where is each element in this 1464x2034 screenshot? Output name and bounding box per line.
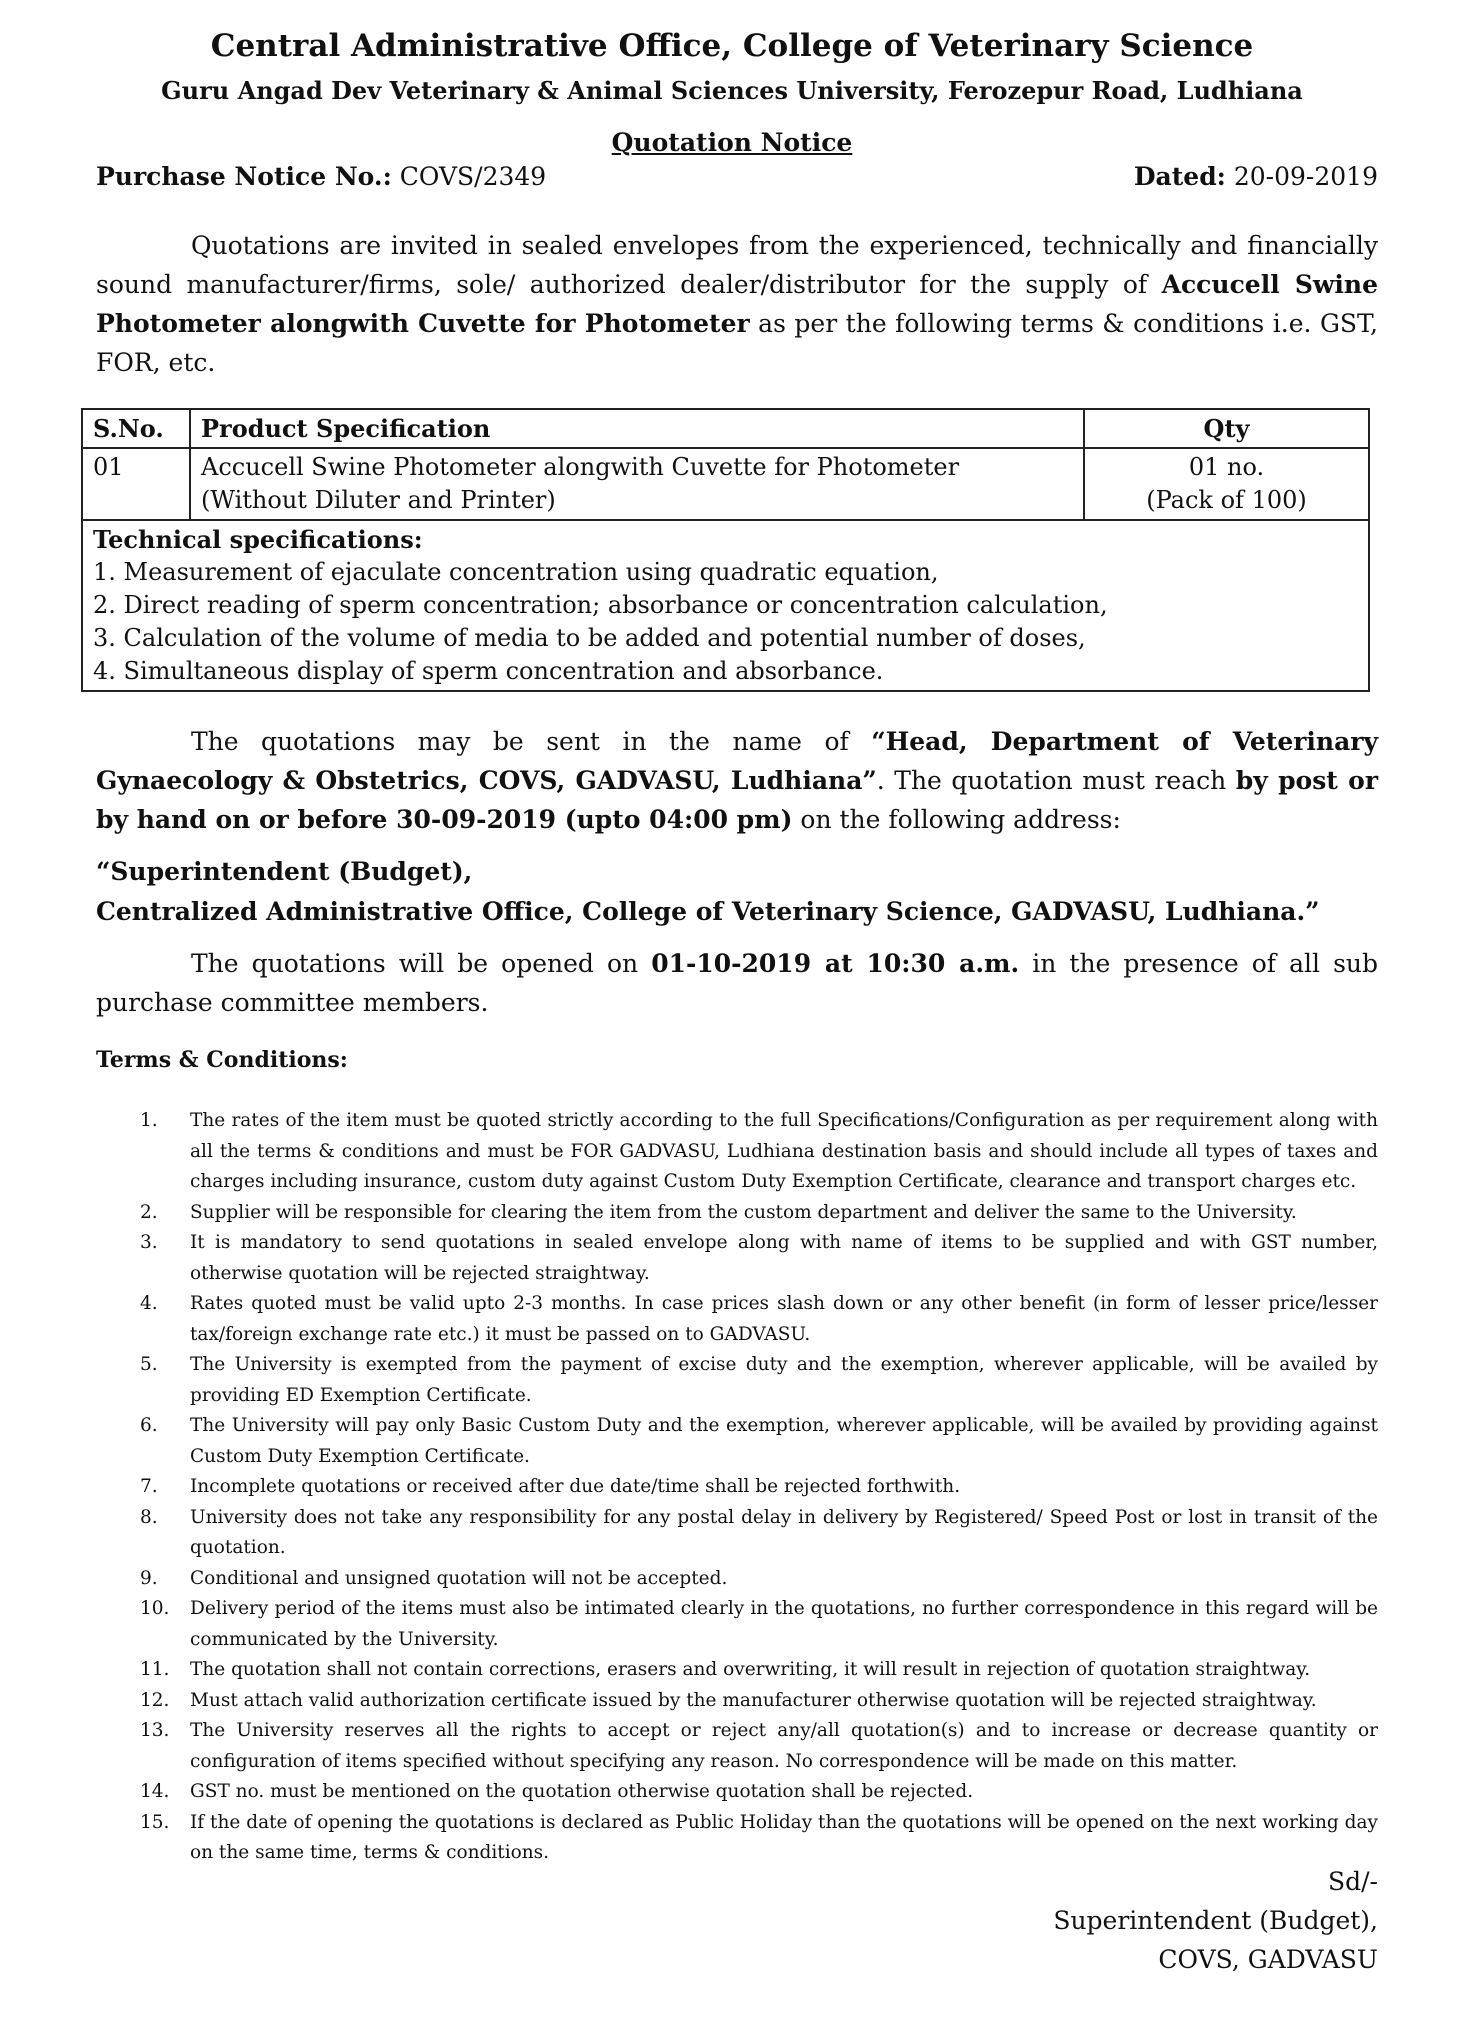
product-line-2: (Without Diluter and Printer): [201, 486, 556, 514]
address-line-1: “Superintendent (Budget),: [96, 857, 473, 886]
intro-text-1: Quotations are invited in sealed envelopes from the experienced, technically and financially sound manufacturer/firms, sole/ authorized dealer/distributor for the supply of: [96, 231, 1378, 299]
submission-text-2: . The quotation must reach: [876, 766, 1236, 795]
term-text: Rates quoted must be valid upto 2-3 months. In case prices slash down or any other benefit (in form of lesser price/lesser tax/foreign exchange rate etc.) it must be passed on to GADVASU.: [190, 1293, 1378, 1345]
col-header-sno: S.No.: [82, 409, 190, 448]
submission-deadline: by post or by hand on or before 30-09-2019 (upto 04:00 pm): [96, 766, 1378, 834]
list-item: [140, 1228, 1378, 1289]
opening-text-1: The quotations will be opened on: [191, 949, 652, 978]
addressee-name: “Head, Department of Veterinary Gynaecology & Obstetrics, COVS, GADVASU, Ludhiana”: [96, 727, 1378, 795]
signatory-office: COVS, GADVASU: [1158, 1945, 1378, 1974]
product-line-1: Accucell Swine Photometer alongwith Cuvette for Photometer: [201, 453, 960, 481]
technical-spec-title: Technical specifications:: [93, 525, 423, 554]
term-text: Must attach valid authorization certificate issued by the manufacturer otherwise quotation will be rejected straightway.: [190, 1689, 1317, 1711]
tech-spec-item: 4. Simultaneous display of sperm concentration and absorbance.: [93, 657, 884, 685]
product-spec-table: [81, 408, 1370, 692]
term-number: 1.: [140, 1110, 158, 1131]
table-row: [82, 448, 1369, 520]
tech-spec-item: 2. Direct reading of sperm concentration; absorbance or concentration calculation,: [93, 591, 1108, 619]
term-number: 15.: [140, 1811, 170, 1833]
list-item: [140, 1106, 1378, 1198]
list-item: [140, 1716, 1378, 1777]
submission-text-1: The quotations may be sent in the name of: [191, 727, 872, 756]
technical-spec-row: [82, 520, 1369, 691]
list-item: [140, 1808, 1378, 1869]
term-text: The University will pay only Basic Custom Duty and the exemption, wherever applicable, will be availed by providing against Custom Duty Exemption Certificate.: [190, 1415, 1378, 1467]
tech-spec-item: 3. Calculation of the volume of media to be added and potential number of doses,: [93, 624, 1086, 652]
opening-paragraph: [96, 944, 1378, 1022]
qty-line-1: 01 no.: [1188, 453, 1265, 481]
term-number: 10.: [140, 1598, 170, 1619]
purchase-notice-number: [96, 162, 546, 191]
term-number: 5.: [140, 1354, 158, 1375]
list-item: [140, 1777, 1378, 1808]
intro-product-name: Accucell Swine Photometer alongwith Cuvette for Photometer: [96, 270, 1379, 338]
submission-text-3: on the following address:: [792, 805, 1121, 834]
list-item: [140, 1564, 1378, 1595]
term-text: Supplier will be responsible for clearing the item from the custom department and deliver the same to the University.: [190, 1201, 1297, 1223]
term-number: 11.: [140, 1659, 170, 1680]
date-value: 20-09-2019: [1225, 162, 1378, 191]
term-number: 3.: [140, 1232, 158, 1253]
technical-spec-cell: [82, 520, 1369, 691]
term-text: University does not take any responsibility for any postal delay in delivery by Registered/ Speed Post or lost in transit of the quotation.: [190, 1506, 1378, 1558]
notice-date: [1134, 162, 1378, 191]
term-number: 9.: [140, 1567, 158, 1589]
term-number: 6.: [140, 1415, 158, 1436]
col-header-product: Product Specification: [190, 409, 1084, 448]
cell-qty: [1084, 448, 1369, 520]
list-item: [140, 1198, 1378, 1229]
term-text: If the date of opening the quotations is declared as Public Holiday than the quotations will be opened on the next working day on the same time, terms & conditions.: [190, 1811, 1378, 1863]
purchase-notice-value: COVS/2349: [391, 162, 547, 191]
date-label: Dated:: [1133, 162, 1226, 191]
notice-title: Quotation Notice: [611, 128, 853, 157]
term-number: 2.: [140, 1201, 158, 1223]
term-text: GST no. must be mentioned on the quotation otherwise quotation shall be rejected.: [190, 1781, 974, 1802]
intro-paragraph: [96, 226, 1378, 382]
cell-sno: 01: [82, 448, 190, 520]
term-number: 8.: [140, 1506, 158, 1528]
list-item: [140, 1472, 1378, 1503]
term-number: 12.: [140, 1689, 170, 1711]
table-header-row: [82, 409, 1369, 448]
address-line-2: Centralized Administrative Office, College of Veterinary Science, GADVASU, Ludhiana.”: [96, 897, 1320, 926]
opening-datetime: 01-10-2019 at 10:30 a.m.: [651, 949, 1020, 978]
term-text: Conditional and unsigned quotation will not be accepted.: [190, 1567, 728, 1589]
term-number: 13.: [140, 1720, 170, 1741]
opening-text-2: in the presence of all sub purchase committee members.: [96, 949, 1379, 1017]
purchase-notice-label: Purchase Notice No.:: [96, 162, 392, 191]
qty-line-2: (Pack of 100): [1146, 486, 1307, 514]
term-number: 14.: [140, 1781, 170, 1802]
list-item: [140, 1289, 1378, 1350]
list-item: [140, 1655, 1378, 1686]
list-item: [140, 1594, 1378, 1655]
delivery-address: [96, 852, 1396, 932]
terms-heading: Terms & Conditions:: [96, 1047, 348, 1073]
tech-spec-item: 1. Measurement of ejaculate concentration using quadratic equation,: [93, 558, 939, 586]
submission-paragraph: [96, 722, 1378, 839]
intro-text-2: as per the following terms & conditions i.e. GST, FOR, etc.: [96, 309, 1378, 377]
list-item: [140, 1686, 1378, 1717]
term-text: Delivery period of the items must also be intimated clearly in the quotations, no further correspondence in this regard will be communicated by the University.: [190, 1598, 1378, 1650]
term-text: The University reserves all the rights to accept or reject any/all quotation(s) and to increase or decrease quantity or configuration of items specified without specifying any reason. No correspondence will be made on this matter.: [190, 1720, 1378, 1772]
signature-block: [1053, 1862, 1378, 1979]
university-subtitle: Guru Angad Dev Veterinary & Animal Sciences University, Ferozepur Road, Ludhiana: [161, 76, 1303, 105]
office-title: Central Administrative Office, College of Veterinary Science: [210, 28, 1254, 64]
term-text: The rates of the item must be quoted strictly according to the full Specifications/Configuration as per requirement along with all the terms & conditions and must be FOR GADVASU, Ludhiana destination basis and should include all types of taxes and charges including insurance, custom duty against Custom Duty Exemption Certificate, clearance and transport charges etc.: [190, 1110, 1378, 1192]
list-item: [140, 1411, 1378, 1472]
term-text: The University is exempted from the payment of excise duty and the exemption, wherever applicable, will be availed by providing ED Exemption Certificate.: [190, 1354, 1378, 1406]
cell-product: [190, 448, 1084, 520]
list-item: [140, 1503, 1378, 1564]
list-item: [140, 1350, 1378, 1411]
term-text: Incomplete quotations or received after due date/time shall be rejected forthwith.: [190, 1476, 961, 1497]
signatory-title: Superintendent (Budget),: [1053, 1906, 1378, 1935]
notice-meta: [96, 162, 1378, 191]
term-number: 7.: [140, 1476, 158, 1497]
term-text: The quotation shall not contain corrections, erasers and overwriting, it will result in rejection of quotation straightway.: [190, 1659, 1311, 1680]
col-header-qty: Qty: [1084, 409, 1369, 448]
term-number: 4.: [140, 1293, 158, 1314]
terms-list: [140, 1106, 1378, 1869]
term-text: It is mandatory to send quotations in sealed envelope along with name of items to be supplied and with GST number, otherwise quotation will be rejected straightway.: [190, 1232, 1378, 1284]
signature-sd: Sd/-: [1328, 1867, 1378, 1896]
